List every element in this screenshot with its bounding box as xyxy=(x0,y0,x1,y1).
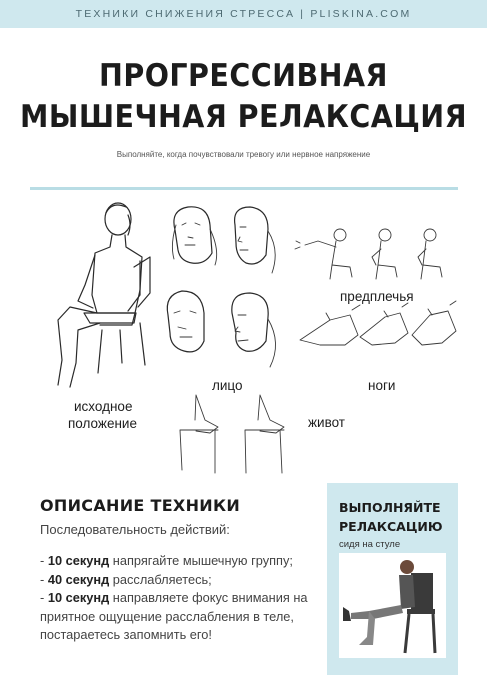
forearms-label: предплечья xyxy=(340,289,414,304)
seated-woman-illustration xyxy=(58,203,150,387)
step-text: напрягайте мышечную группу; xyxy=(109,553,293,568)
site-line: ТЕХНИКИ СНИЖЕНИЯ СТРЕССА | PLISKINA.COM xyxy=(75,8,412,20)
sequence-title: Последовательность действий: xyxy=(40,522,230,537)
sitting-tip-heading-2: РЕЛАКСАЦИЮ xyxy=(339,519,443,534)
face-label: лицо xyxy=(212,378,243,393)
step-duration: 10 секунд xyxy=(47,553,110,568)
belly-illustration xyxy=(180,395,284,473)
illustrations-drawing xyxy=(0,195,487,480)
page-subtitle: Выполняйте, когда почувствовали тревогу или нервное напряжение xyxy=(116,150,371,159)
step-text: направляете фокус внимания на приятное ощущение расслабления в теле, постараетесь запомнить его! xyxy=(40,590,308,642)
step-duration: 10 секунд xyxy=(47,590,110,605)
sitting-tip-heading-1: ВЫПОЛНЯЙТЕ xyxy=(339,500,441,515)
technique-heading: ОПИСАНИЕ ТЕХНИКИ xyxy=(40,496,241,515)
start-position-label-2: положение xyxy=(68,416,137,431)
step-item-1 xyxy=(40,552,310,571)
illustrations-area xyxy=(0,195,487,480)
step-item-3 xyxy=(40,589,310,645)
faces-illustration xyxy=(167,207,275,367)
sitting-tip-box xyxy=(327,483,458,675)
top-banner xyxy=(0,0,487,28)
step-item-2 xyxy=(40,571,310,590)
header-divider xyxy=(30,187,458,190)
page-title-line-2: МЫШЕЧНАЯ РЕЛАКСАЦИЯ xyxy=(19,99,468,135)
steps-list xyxy=(40,552,310,645)
page-title xyxy=(19,56,467,138)
legs-label: ноги xyxy=(368,378,396,393)
belly-label: живот xyxy=(308,415,345,430)
step-text: расслабляетесь; xyxy=(109,571,212,587)
start-position-label-1: исходное xyxy=(74,399,133,414)
sitting-tip-heading xyxy=(339,498,449,536)
sitting-person-drawing xyxy=(339,553,446,658)
legs-illustration xyxy=(300,301,456,345)
step-prefix: - xyxy=(40,590,48,605)
step-duration: 40 секунд xyxy=(47,571,110,587)
page-title-line-1: ПРОГРЕССИВНАЯ xyxy=(99,58,388,94)
sitting-tip-sub: сидя на стуле xyxy=(339,539,401,550)
step-prefix: - xyxy=(40,571,48,587)
step-prefix: - xyxy=(40,553,48,568)
forearms-illustration xyxy=(295,229,442,279)
sitting-person-image xyxy=(339,553,446,658)
